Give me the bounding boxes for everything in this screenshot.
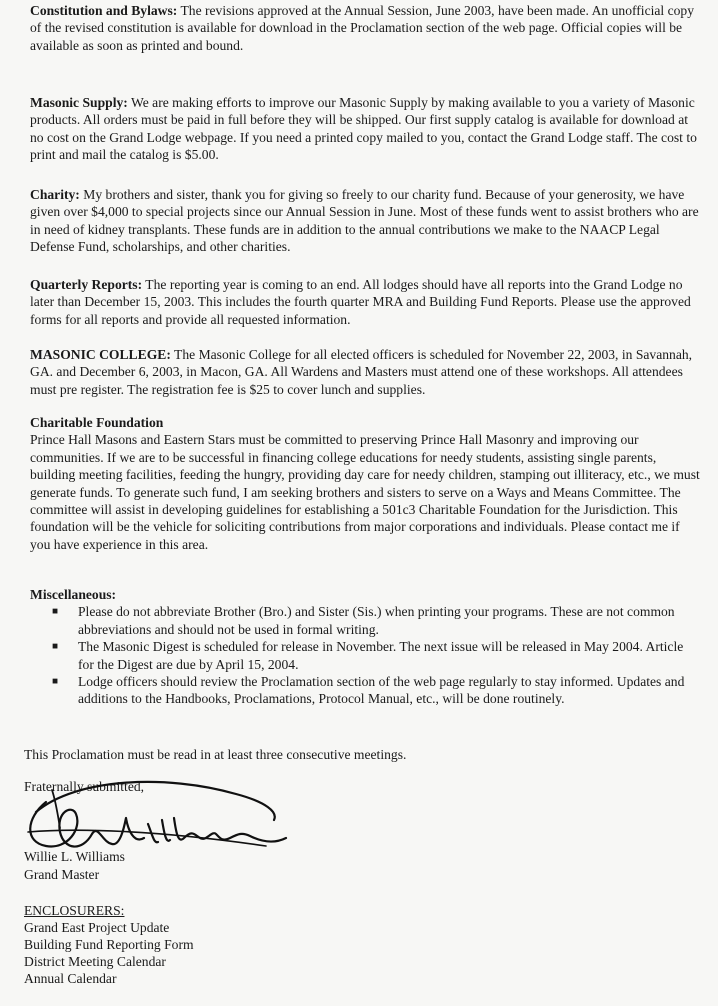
list-item: District Meeting Calendar	[24, 954, 166, 969]
list-item: Building Fund Reporting Form	[24, 937, 194, 952]
charity-body: My brothers and sister, thank you for giving so freely to our charity fund. Because of your generosity, we have given over $4,000 to special projects since our Annual Session in June. Most of these funds went to assist brothers who are in need of kidney transplants. These funds are in addition to the annual contributions we make to the NAACP Legal Defense Fund, scholarships, and other charities.	[30, 187, 699, 255]
college-section	[30, 346, 702, 398]
quarterly-section	[30, 276, 702, 328]
signer-title: Grand Master	[24, 867, 100, 882]
misc-item-text: Lodge officers should review the Proclamation section of the web page regularly to stay informed. Updates and additions to the Handbooks, Proclamations, Protocol Manual, etc., will be done routinely.	[78, 674, 685, 707]
bullet-icon: ■	[52, 676, 59, 688]
misc-heading: Miscellaneous:	[30, 587, 117, 602]
quarterly-heading: Quarterly Reports:	[30, 277, 143, 292]
enclosures	[24, 902, 194, 987]
salutation: Fraternally submitted,	[24, 779, 145, 794]
supply-section	[30, 94, 702, 164]
misc-section	[30, 586, 702, 708]
list-item	[30, 673, 702, 708]
supply-heading: Masonic Supply:	[30, 95, 128, 110]
foundation-body: Prince Hall Masons and Eastern Stars must be committed to preserving Prince Hall Masonry and improving our communities. If we are to be successful in financing college educations for needy students, assisting single parents, building meeting facilities, feeding the hungry, providing day care for needy children, stamping out illiteracy, etc., we must generate funds. To generate such fund, I am seeking brothers and sisters to serve on a Ways and Means Committee. The committee will assist in developing guidelines for establishing a 501c3 Charitable Foundation for the Jurisdiction. This foundation will be the vehicle for soliciting contributions from major corporations and individuals. Please contact me if you have experience in this area.	[30, 432, 700, 552]
misc-item-text: The Masonic Digest is scheduled for release in November. The next issue will be released in May 2004. Article for the Digest are due by April 15, 2004.	[78, 639, 684, 672]
bullet-icon: ■	[52, 641, 59, 653]
college-body: The Masonic College for all elected officers is scheduled for November 22, 2003, in Savannah, GA. and December 6, 2003, in Macon, GA. All Wardens and Masters must attend one of these workshops. All attendees must pre register. The registration fee is $25 to cover lunch and supplies.	[30, 347, 693, 397]
list-item: Annual Calendar	[24, 971, 117, 986]
misc-list	[30, 603, 702, 707]
supply-body: We are making efforts to improve our Masonic Supply by making available to you a variety of Masonic products. All orders must be paid in full before they will be shipped. Our first supply catalog is available for download at no cost on the Grand Lodge webpage. If you need a printed copy mailed to you, contact the Grand Lodge staff. The cost to print and mail the catalog is $5.00.	[30, 95, 697, 163]
quarterly-body: The reporting year is coming to an end. All lodges should have all reports into the Grand Lodge no later than December 15, 2003. This includes the fourth quarter MRA and Building Fund Reports. Please use the approved forms for all reports and provide all requested information.	[30, 277, 691, 327]
charity-heading: Charity:	[30, 187, 80, 202]
constitution-heading: Constitution and Bylaws:	[30, 3, 178, 18]
constitution-section	[30, 2, 702, 54]
foundation-heading: Charitable Foundation	[30, 415, 164, 430]
misc-item-text: Please do not abbreviate Brother (Bro.) and Sister (Sis.) when printing your programs. These are not common abbreviations and should not be used in formal writing.	[78, 604, 675, 637]
foundation-section	[30, 414, 702, 553]
bullet-icon: ■	[52, 606, 59, 618]
list-item	[30, 603, 702, 638]
signer-name: Willie L. Williams	[24, 849, 125, 864]
read-notice: This Proclamation must be read in at least three consecutive meetings.	[24, 747, 407, 762]
signature-block	[16, 772, 296, 892]
constitution-body: The revisions approved at the Annual Session, June 2003, have been made. An unofficial copy of the revised constitution is available for download in the Proclamation section of the web page. Official copies will be available as soon as printed and bound.	[30, 3, 695, 53]
charity-section	[30, 186, 702, 256]
enclosures-title: ENCLOSURERS:	[24, 903, 125, 918]
college-heading: MASONIC COLLEGE:	[30, 347, 171, 362]
list-item: Grand East Project Update	[24, 920, 170, 935]
list-item	[30, 638, 702, 673]
